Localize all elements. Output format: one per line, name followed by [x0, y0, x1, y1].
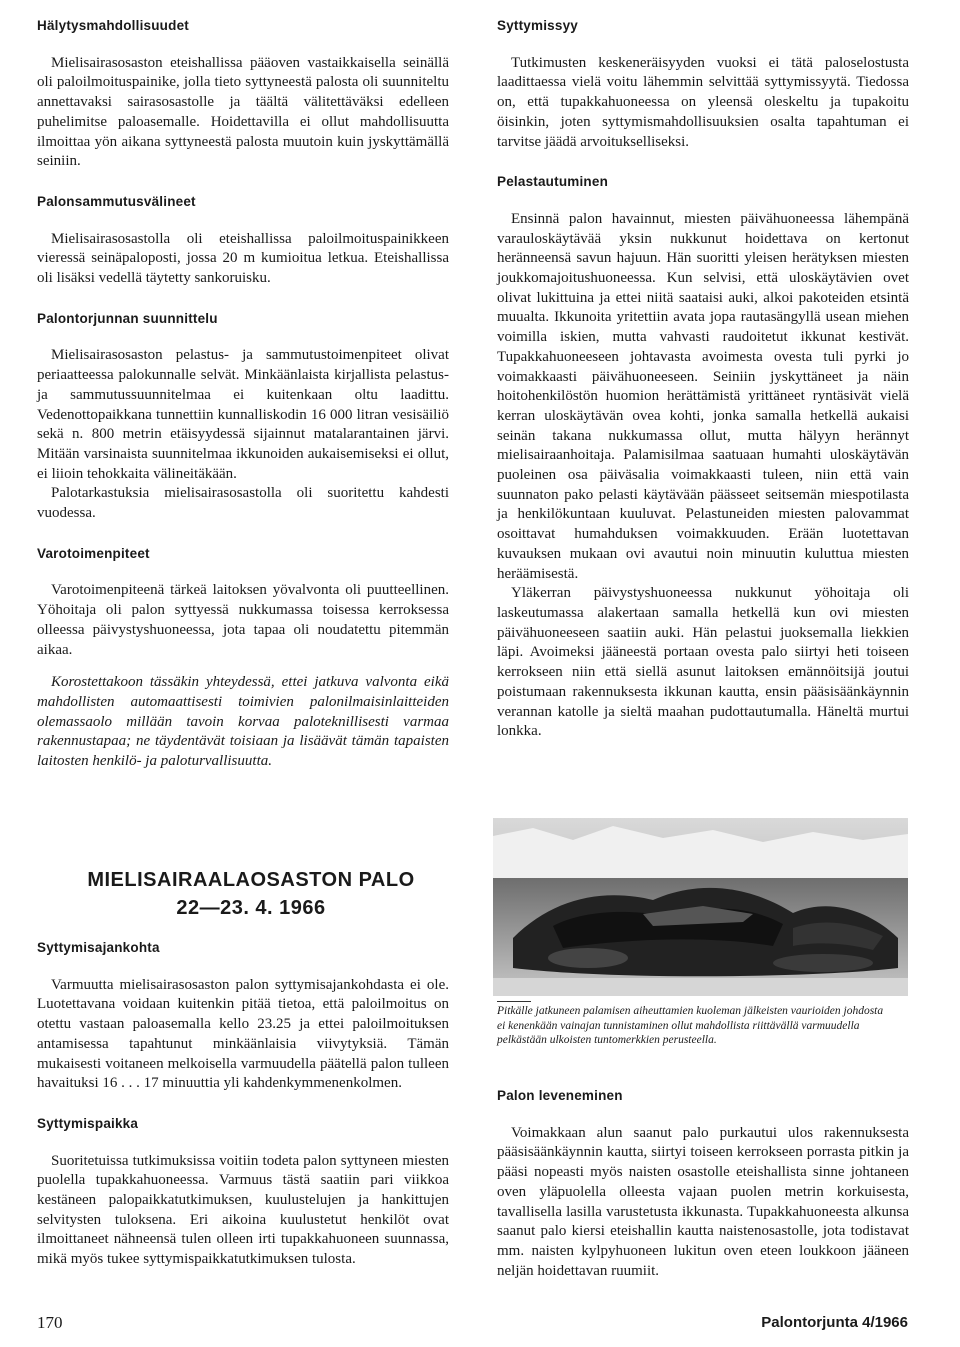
section-heading-ignition-place: Syttymispaikka [37, 1115, 139, 1131]
article-title-line-2: 22—23. 4. 1966 [176, 897, 326, 919]
section-heading-spread: Palon leveneminen [497, 1088, 623, 1103]
section-heading-ignition-time: Syttymisajankohta [37, 940, 160, 955]
caption-rule [497, 1001, 531, 1002]
rescue-paragraph-1: Ensinnä palon havainnut, miesten päivähuoneessa lähempänä varauloskäytävää yksin nukkunut hoidettava on kertonut heränneensä savun hajuun. Hän suoritti yleisen herätyksen miesten joukkomajoitushuoneessa. Kun selvisi, että uloskäytävien ovet olivat lukittuina ja ettei niitä saataisi auki, alkoi pakoteiden etsintä muualta. Ikkunoita yritettiin avata jopa rautasängyllä usean miehen voimilla iskien, mutta vahvasti raudoitetut ikkunat kestivät. Tupakkahuoneeseen johtavasta avoimesta ovesta tuli pyrki jo voimakkaasti päivähuoneeseen. Seiniin jyskyttäneet ja näin hoitohenkilöstön huomion herättämistä yrittäneet ryntäsivät vielä kerran uloskäytävän ovea kohti, jonka samalla hetkellä aukaisi seinän takana nukkumassa ollut, mutta hälyyn herännyt mielisairaanhoitaja. Palamisilmaa saatuaan humahti uloskäytävän puoleinen osa päiväsalia voimakkaasti tuleen, niin että vain suunnaton pako pelasti käytävään päässeet seitsemän miespotilasta ja henkilökuntaan kuuluvat. Pelastuneiden miesten palovammat osoittavat humahduksen voimakkuuden. Erään luotettavan kuvauksen mukaan ovi avautui noin minuutin kuluttua miesten heräämisestä. [497, 210, 909, 582]
section-heading-rescue: Pelastautuminen [497, 174, 609, 190]
section-heading-cause: Syttymissyy [497, 18, 578, 33]
spread-paragraph: Voimakkaan alun saanut palo purkautui ulos rakennuksesta pääsisäänkäynnin kautta, siirtyi toiseen kerrokseen porrasta pitkin ja pääsi nopeasti myös naisten osastolle eteishallista sinne johtaneen oven yläpuolella olleesta vajaan puolen metrin korkuisesta, tavallisella lasilla varustetusta ikkunasta. Tupakkahuoneesta alkunsa saanut palo kiersi eteishallin kautta naistenosastolle, jota todistavat mm. naisten kylpyhuoneen lukitun oven eteen loukkoon jääneen neljän hoidettavan ruumiit. [497, 1124, 909, 1279]
alarm-paragraph: Mielisairasosaston eteishallissa pääoven vastaikkaisella seinällä oli paloilmoituspainike, jolla tieto syttyneestä palosta oli suunniteltu annettavaksi sairasosastolle ja täältä välitettäväksi edelleen puhelimitse paloasemalle. Hoidettavilla ei ollut mahdollisuutta ilmoittaa yön aikana syttyneestä palosta muutoin kuin jyskyttämällä seiniin. [37, 54, 449, 170]
equipment-paragraph: Mielisairasosastolla oli eteishallissa paloilmoituspainikkeen vieressä seinäpaloposti, jossa 20 m kumioitua letkua. Eteishallissa oli lisäksi vedellä täytetty sankoruisku. [37, 230, 449, 287]
fire-debris-photo-image [493, 818, 908, 996]
section-heading-planning: Palontorjunnan suunnittelu [37, 310, 218, 326]
section-heading-precautions: Varotoimenpiteet [37, 545, 150, 561]
ignition-place-paragraph: Suoritetuissa tutkimuksissa voitiin todeta palon syttyneen miesten puolella tupakkahuoneessa. Varmuus tästä saatiin pari viikkoa kestäneen palopaikkatutkimuksen, kuulustelujen ja hankittujen selvitysten tuloksena. Eri aikoina kuulustetut henkilöt ovat ilmoittaneet nähneensä tulen olleen irti tupakkahuoneen suunnassa, mikä myös tukee syttymispaikkatutkimuksen tulosta. [37, 1152, 449, 1268]
section-heading-equipment: Palonsammutusvälineet [37, 193, 196, 209]
photo-caption: Pitkälle jatkuneen palamisen aiheuttamien kuoleman jälkeisten vaurioiden johdosta ei kenenkään vainajan tunnistaminen ollut mahdollista riittävällä varmuudella pelkästään ulkoisten tuntomerkkien perusteella. [497, 1005, 884, 1046]
ignition-time-paragraph: Varmuutta mielisairasosaston palon syttymisajankohdasta ei ole. Luotettavana voidaan kuitenkin pitää tietoa, että paloilmoitus on otettu vastaan paloasemalla kello 23.25 ja ettei paloilmoituksen antamisessa tapahtunut minkäänlaisia viivytyksiä. Tämän mukaisesti voitaneen melkoisella varmuudella päätellä palon tulleen havaituksi 16 . . . 17 minuuttia yli kahdenkymmenenkolmen. [37, 976, 449, 1092]
rescue-paragraph-2: Yläkerran päivystyshuoneessa nukkunut yöhoitaja oli laskeutumassa alakertaan samalla hetkellä kun ovi miesten päivähuoneeseen saatiin auki. Hän pelastui juoksemalla liekkien läpi. Avoimeksi jääneestä portaan ovesta palo siirtyi heti toiseen kerrokseen niin että siellä asunut laitoksen emännöitsijä joutui poistumaan rakennuksesta ikkunan kautta, ensin pääsisäänkäynnin verannan katolle ja sieltä maahan pudottautumalla. Häneltä murtui lonkka. [497, 585, 909, 740]
article-title [66, 866, 436, 922]
left-column [37, 16, 449, 772]
cause-paragraph: Tutkimusten keskeneräisyyden vuoksi ei tätä paloselostusta laadittaessa vielä voitu lähemmin selvittää syttymissyytä. Tiedossa on, että tupakkahuoneessa on yleensä oleskeltu ja tupakoitu öisinkin, joten syttymismahdollisuuksien osalta tapahtuman ei tarvitse jäädä arvoitukselliseksi. [497, 54, 909, 150]
section-heading-alarm: Hälytysmahdollisuudet [37, 18, 189, 33]
planning-paragraph-1: Mielisairasosaston pelastus- ja sammutustoimenpiteet olivat periaatteessa palokunnalle selvät. Minkäänlaista kirjallista pelastus- ja sammutussuunnitelmaa ei kuitenkaan oltu laadittu. Vedenottopaikkana tunnettiin kunnalliskodin 16 000 litran vesisäiliö sekä n. 800 metrin etäisyydessä sijainnut matalarantainen järvi. Mitään varsinaista suunnitelmaa ikkunoiden aukaisemiseksi ei ollut, ei liioin tehokkaita välineitäkään. [37, 347, 449, 482]
right-column-lower [497, 1086, 909, 1281]
fire-debris-photo [493, 818, 908, 996]
journal-name: Palontorjunta 4/1966 [761, 1314, 908, 1331]
right-column [497, 16, 909, 742]
precautions-italic-note: Korostettakoon tässäkin yhteydessä, ettei jatkuva valvonta eikä mahdollisten automaattisesti toimivien palonilmaisinlaitteiden olemassaolo millään tavoin korvaa paloteknillisesti varmaa rakennustapaa; ne täydentävät toisiaan ja lisäävät tämän tapaisten laitosten henkilö- ja paloturvallisuutta. [37, 674, 449, 770]
page-number: 170 [37, 1313, 63, 1332]
left-column-lower [37, 938, 449, 1270]
planning-paragraph-2: Palotarkastuksia mielisairasosastolla oli suoritettu kahdesti vuodessa. [37, 485, 449, 522]
article-title-line-1: MIELISAIRAALAOSASTON PALO [87, 869, 415, 891]
precautions-paragraph: Varotoimenpiteenä tärkeä laitoksen yövalvonta oli puutteellinen. Yöhoitaja oli palon syttyessä nukkumassa toisessa kerroksessa olleessa päivystyshuoneessa, jota tapaa oli noudatettu pitemmän aikaa. [37, 582, 449, 658]
